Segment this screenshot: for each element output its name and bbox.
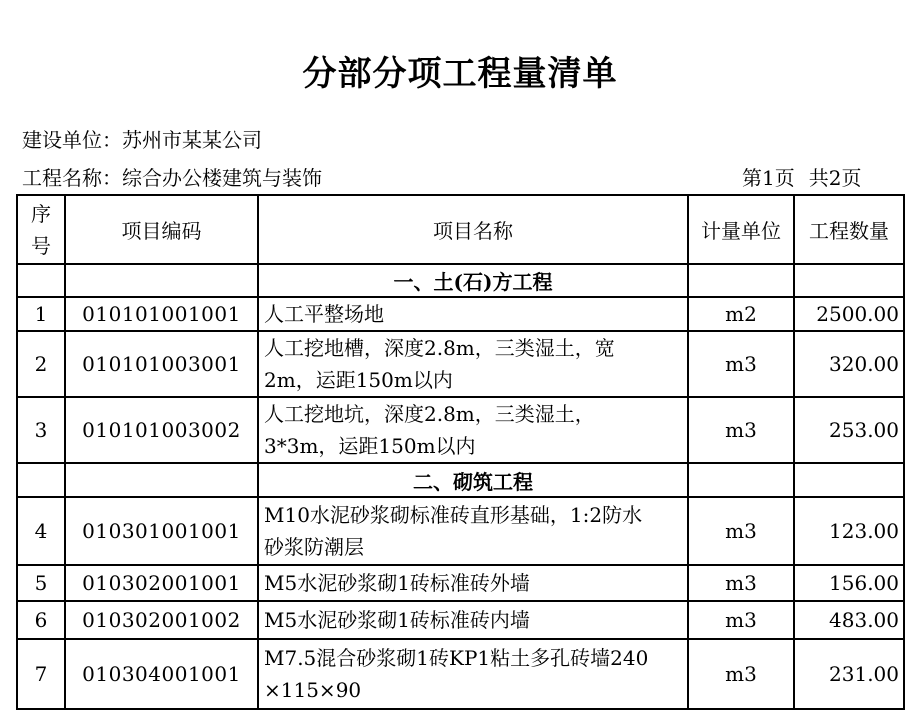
row-name [258,565,688,601]
header-qty: 工程数量 [794,195,904,264]
row-name-line1: M10水泥砂浆砌标准砖直形基础，1:2防水 [264,503,643,527]
header-seq-line1: 序 [31,201,51,226]
row-seq: 2 [17,331,65,397]
row-unit: m3 [688,497,794,565]
row-qty: 123.00 [794,497,904,565]
header-unit: 计量单位 [688,195,794,264]
table-row [17,601,904,639]
row-unit: m3 [688,601,794,639]
row-name-line1: M5水泥砂浆砌1砖标准砖外墙 [264,571,530,595]
row-qty: 320.00 [794,331,904,397]
row-qty: 156.00 [794,565,904,601]
row-name [258,497,688,565]
row-name-line2: 3*3m，运距150m以内 [264,434,476,458]
row-name-line2: 2m，运距150m以内 [264,368,453,392]
row-name-line1: M7.5混合砂浆砌1砖KP1粘土多孔砖墙240 [264,646,649,670]
builder-info: 建设单位：苏州市某某公司 [22,128,262,152]
page-total: 共2页 [808,166,862,190]
page-number [742,162,861,191]
table-row [17,297,904,331]
row-code: 010101003002 [65,397,258,463]
row-code: 010302001001 [65,565,258,601]
section-title-masonry: 二、砌筑工程 [258,463,688,497]
row-qty: 483.00 [794,601,904,639]
row-unit: m2 [688,297,794,331]
table-row [17,331,904,397]
row-seq: 5 [17,565,65,601]
project-info: 工程名称：综合办公楼建筑与装饰 [22,166,322,190]
row-unit: m3 [688,397,794,463]
row-qty: 231.00 [794,639,904,709]
row-code: 010304001001 [65,639,258,709]
section-row [17,463,904,497]
row-seq: 7 [17,639,65,709]
row-seq: 1 [17,297,65,331]
row-code: 010301001001 [65,497,258,565]
row-name-line2: ×115×90 [264,678,362,702]
header-code: 项目编码 [65,195,258,264]
page-title: 分部分项工程量清单 [302,54,618,94]
row-qty: 2500.00 [794,297,904,331]
row-name-line2: 砂浆防潮层 [264,535,364,559]
row-seq: 4 [17,497,65,565]
row-seq: 3 [17,397,65,463]
row-code: 010101001001 [65,297,258,331]
row-code: 010101003001 [65,331,258,397]
table-header-row [17,195,904,264]
row-name-line1: 人工挖地坑，深度2.8m，三类湿土， [264,402,595,426]
table-row [17,565,904,601]
bill-of-quantities-table [16,194,905,710]
header-name: 项目名称 [258,195,688,264]
row-seq: 6 [17,601,65,639]
section-row [17,264,904,297]
header-seq [17,195,65,264]
row-name-line1: 人工平整场地 [264,302,384,326]
row-name [258,397,688,463]
row-code: 010302001002 [65,601,258,639]
row-name [258,601,688,639]
row-unit: m3 [688,331,794,397]
row-qty: 253.00 [794,397,904,463]
table-row [17,639,904,709]
row-name [258,297,688,331]
table-row [17,397,904,463]
table-row [17,497,904,565]
row-name-line1: 人工挖地槽，深度2.8m，三类湿土，宽 [264,336,615,360]
row-unit: m3 [688,565,794,601]
header-seq-line2: 号 [31,233,51,258]
row-unit: m3 [688,639,794,709]
row-name [258,639,688,709]
section-title-earthwork: 一、土(石)方工程 [258,264,688,297]
row-name [258,331,688,397]
page-current: 第1页 [742,166,795,190]
row-name-line1: M5水泥砂浆砌1砖标准砖内墙 [264,608,530,632]
